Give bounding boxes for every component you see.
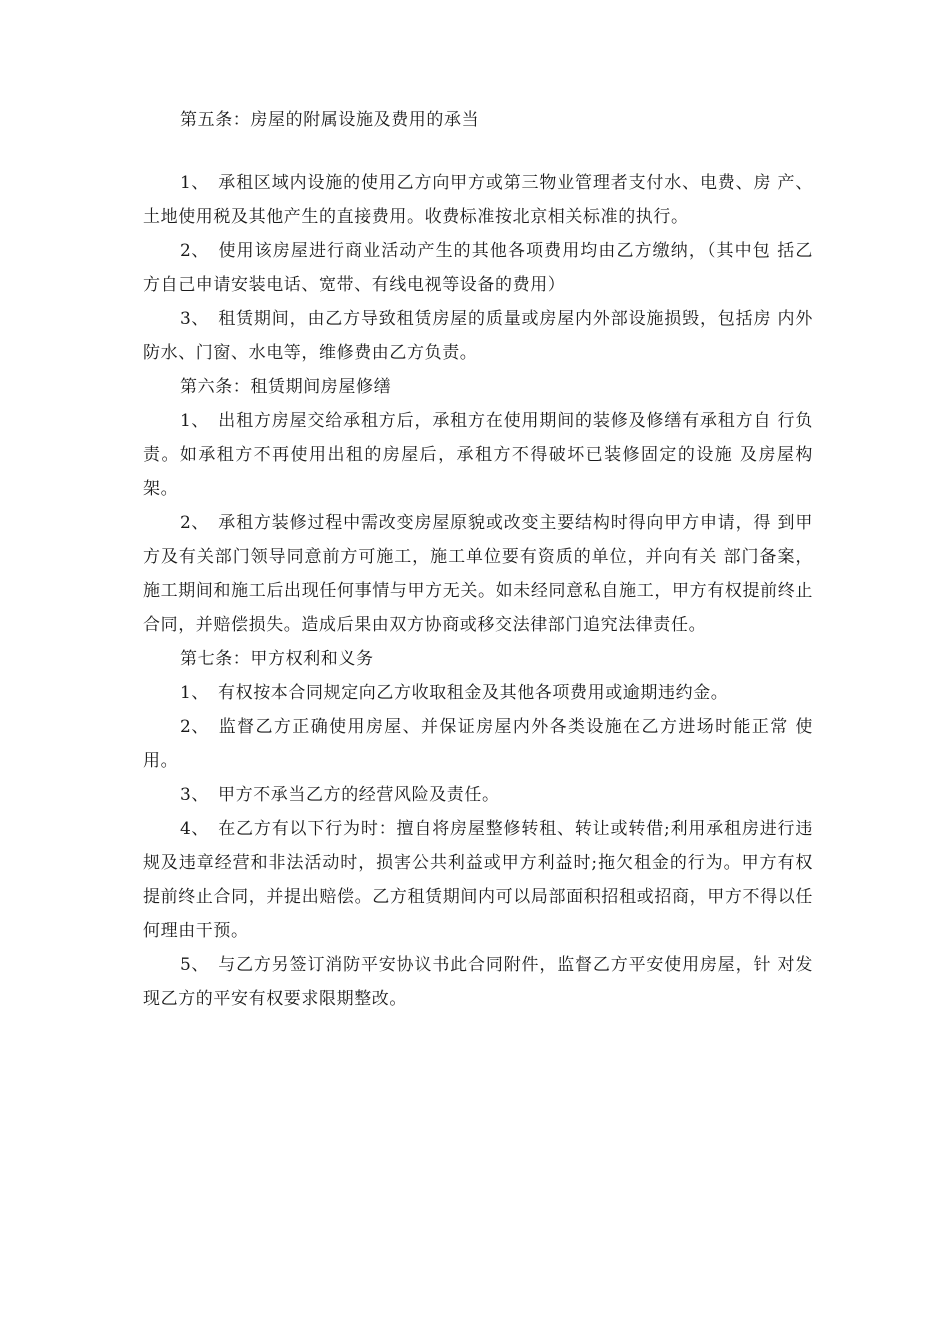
list-item [143, 778, 813, 812]
list-item [143, 948, 813, 1016]
item-text: 在乙方有以下行为时：擅自将房屋整修转租、转让或转借;利用承租房进行违规及违章经营和非法活动时，损害公共利益或甲方利益时;拖欠租金的行为。甲方有权提前终止合同，并提出赔偿。乙方租赁期间内可以局部面积招租或招商，甲方不得以任何理由干预。 [143, 819, 813, 941]
item-number: 2、 [180, 241, 210, 261]
item-text: 甲方不承当乙方的经营风险及责任。 [218, 785, 500, 805]
list-item [143, 676, 813, 710]
item-text: 使用该房屋进行商业活动产生的其他各项费用均由乙方缴纳，（其中包 括乙方自己申请安装电话、宽带、有线电视等设备的费用） [143, 241, 813, 295]
item-text: 与乙方另签订消防平安协议书此合同附件，监督乙方平安使用房屋，针 对发现乙方的平安有权要求限期整改。 [143, 955, 813, 1009]
list-item [143, 404, 813, 506]
item-text: 承租区域内设施的使用乙方向甲方或第三物业管理者支付水、电费、房 产、土地使用税及其他产生的直接费用。收费标准按北京相关标准的执行。 [143, 173, 813, 227]
list-item [143, 166, 813, 234]
list-item [143, 302, 813, 370]
item-number: 1、 [180, 683, 210, 703]
item-text: 承租方装修过程中需改变房屋原貌或改变主要结构时得向甲方申请，得 到甲方及有关部门领导同意前方可施工，施工单位要有资质的单位，并向有关 部门备案，施工期间和施工后出现任何事情与甲方无关。如未经同意私自施工，甲方有权提前终止合同，并赔偿损失。造成后果由双方协商或移交法律部门追究法律责任。 [143, 513, 813, 635]
item-text: 有权按本合同规定向乙方收取租金及其他各项费用或逾期违约金。 [218, 683, 729, 703]
list-item [143, 234, 813, 302]
item-text: 监督乙方正确使用房屋、并保证房屋内外各类设施在乙方进场时能正常 使用。 [143, 717, 813, 771]
list-item [143, 506, 813, 642]
section-heading: 第六条：租赁期间房屋修缮 [180, 377, 392, 397]
section-heading: 第五条：房屋的附属设施及费用的承当 [180, 110, 480, 130]
item-text: 出租方房屋交给承租方后，承租方在使用期间的装修及修缮有承租方自 行负责。如承租方不再使用出租的房屋后，承租方不得破坏已装修固定的设施 及房屋构架。 [143, 411, 813, 499]
item-number: 2、 [180, 717, 210, 737]
item-text: 租赁期间，由乙方导致租赁房屋的质量或房屋内外部设施损毁，包括房 内外防水、门窗、水电等，维修费由乙方负责。 [143, 309, 813, 363]
section-heading: 第七条：甲方权利和义务 [180, 649, 374, 669]
item-number: 5、 [180, 955, 210, 975]
item-number: 1、 [180, 411, 210, 431]
item-number: 3、 [180, 785, 210, 805]
list-item [143, 710, 813, 778]
document-body [143, 103, 813, 1016]
list-item [143, 812, 813, 948]
item-number: 4、 [180, 819, 210, 839]
item-number: 2、 [180, 513, 210, 533]
item-number: 1、 [180, 173, 210, 193]
item-number: 3、 [180, 309, 210, 329]
